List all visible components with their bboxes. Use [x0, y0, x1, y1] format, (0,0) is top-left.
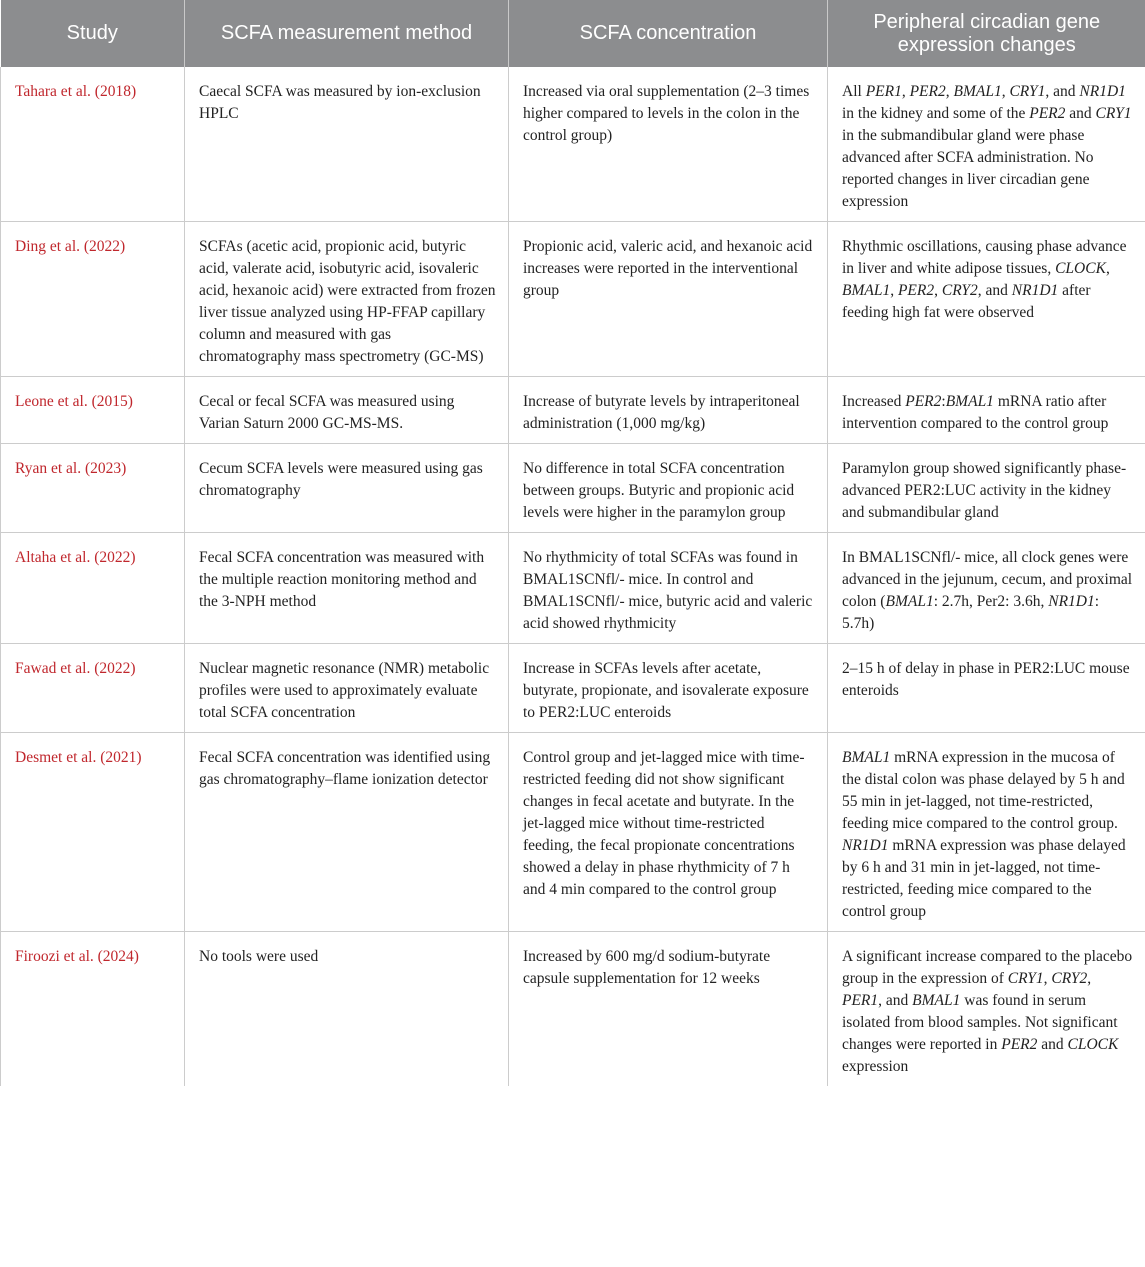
measurement-method-cell: Cecal or fecal SCFA was measured using Varian Saturn 2000 GC-MS-MS.	[185, 377, 509, 444]
expression-text: ,	[1105, 260, 1110, 277]
study-citation-link[interactable]: Fawad et al. (2022)	[1, 644, 185, 733]
gene-name: BMAL1	[842, 749, 891, 766]
measurement-method-cell: Fecal SCFA concentration was measured with the multiple reaction monitoring method and the 3-NPH method	[185, 533, 509, 644]
expression-text: Increased	[842, 393, 906, 410]
expression-text: In BMAL1SCNfl/- mice, all clock genes were advanced in the jejunum, cecum, and proximal colon (	[842, 549, 1133, 610]
expression-text: :	[941, 393, 946, 410]
gene-name: CRY1	[1007, 970, 1044, 987]
gene-name: NR1D1	[842, 837, 889, 854]
gene-name: PER1	[842, 992, 879, 1009]
study-citation-link[interactable]: Tahara et al. (2018)	[1, 67, 185, 222]
measurement-method-cell: SCFAs (acetic acid, propionic acid, butyric acid, valerate acid, isobutyric acid, isovaleric acid, hexanoic acid) were extracted from frozen liver tissue analyzed using HP-FFAP capillary column and measured with gas chromatography mass spectrometry (GC-MS)	[185, 222, 509, 377]
gene-name: CRY2	[1051, 970, 1088, 987]
expression-text: mRNA expression was phase delayed by 6 h and 31 min in jet-lagged, not time-restricted, feeding mice compared to the control group	[842, 837, 1126, 920]
gene-name: CRY1	[1009, 83, 1046, 100]
gene-expression-cell	[828, 932, 1145, 1087]
gene-expression-cell	[828, 533, 1145, 644]
header-scfa-concentration: SCFA concentration	[509, 0, 828, 67]
scfa-concentration-cell: No difference in total SCFA concentration between groups. Butyric and propionic acid levels were higher in the paramylon group	[509, 444, 828, 533]
table-row	[1, 533, 1145, 644]
gene-name: CRY2	[941, 282, 978, 299]
expression-text: mRNA expression in the mucosa of the distal colon was phase delayed by 5 h and 55 min in jet-lagged, not time-restricted, feeding mice compared to the control group.	[842, 749, 1125, 832]
gene-name: PER2	[897, 282, 935, 299]
gene-expression-cell	[828, 644, 1145, 733]
expression-text: in the kidney and some of the	[842, 105, 1030, 122]
expression-text: A significant increase compared to the placebo group in the expression of	[842, 948, 1133, 987]
expression-text: ,	[1087, 970, 1092, 987]
gene-name: BMAL1	[885, 593, 934, 610]
gene-expression-cell	[828, 67, 1145, 222]
scfa-concentration-cell: Increased via oral supplementation (2–3 times higher compared to levels in the colon in the control group)	[509, 67, 828, 222]
header-measurement-method: SCFA measurement method	[185, 0, 509, 67]
expression-text: ,	[890, 282, 898, 299]
gene-name: CRY1	[1095, 105, 1132, 122]
expression-text: ,	[945, 83, 954, 100]
expression-text: was found in serum isolated from blood samples. Not significant changes were reported in	[842, 992, 1118, 1053]
expression-text: 2–15 h of delay in phase in PER2:LUC mouse enteroids	[842, 660, 1130, 699]
expression-text: ,	[1043, 970, 1052, 987]
expression-text: , and	[1045, 83, 1080, 100]
gene-name: PER2	[1029, 105, 1066, 122]
gene-name: BMAL1	[912, 992, 961, 1009]
gene-name: PER2	[909, 83, 946, 100]
scfa-concentration-cell: Increased by 600 mg/d sodium-butyrate capsule supplementation for 12 weeks	[509, 932, 828, 1087]
expression-text: All	[842, 83, 866, 100]
expression-text: and	[1065, 105, 1096, 122]
gene-name: NR1D1	[1079, 83, 1126, 100]
gene-expression-cell	[828, 222, 1145, 377]
gene-name: BMAL1	[842, 282, 891, 299]
header-gene-expression-changes: Peripheral circadian gene expression changes	[828, 0, 1145, 67]
study-citation-link[interactable]: Altaha et al. (2022)	[1, 533, 185, 644]
expression-text: in the submandibular gland were phase advanced after SCFA administration. No reported changes in liver circadian gene expression	[842, 127, 1094, 210]
expression-text: Rhythmic oscillations, causing phase advance in liver and white adipose tissues,	[842, 238, 1127, 277]
gene-name: BMAL1	[953, 83, 1002, 100]
gene-expression-cell	[828, 444, 1145, 533]
scfa-concentration-cell: Propionic acid, valeric acid, and hexanoic acid increases were reported in the interventional group	[509, 222, 828, 377]
gene-expression-cell	[828, 377, 1145, 444]
gene-name: PER1	[865, 83, 902, 100]
expression-text: mRNA ratio after intervention compared to the control group	[842, 393, 1109, 432]
gene-name: PER2	[905, 393, 942, 410]
expression-text: : 2.7h, Per2: 3.6h,	[933, 593, 1049, 610]
measurement-method-cell: Fecal SCFA concentration was identified using gas chromatography–flame ionization detector	[185, 733, 509, 932]
expression-text: , and	[878, 992, 913, 1009]
gene-name: CLOCK	[1055, 260, 1106, 277]
gene-name: NR1D1	[1011, 282, 1059, 299]
gene-name: BMAL1	[945, 393, 994, 410]
study-citation-link[interactable]: Leone et al. (2015)	[1, 377, 185, 444]
gene-expression-cell	[828, 733, 1145, 932]
expression-text: expression	[842, 1058, 909, 1075]
scfa-concentration-cell: Control group and jet-lagged mice with time-restricted feeding did not show significant changes in fecal acetate and butyrate. In the jet-lagged mice without time-restricted feeding, the fecal propionate concentrations showed a delay in phase rhythmicity of 7 h and 4 min compared to the control group	[509, 733, 828, 932]
study-citation-link[interactable]: Desmet et al. (2021)	[1, 733, 185, 932]
measurement-method-cell: Nuclear magnetic resonance (NMR) metabolic profiles were used to approximately evaluate total SCFA concentration	[185, 644, 509, 733]
study-citation-link[interactable]: Ding et al. (2022)	[1, 222, 185, 377]
scfa-concentration-cell: Increase of butyrate levels by intraperitoneal administration (1,000 mg/kg)	[509, 377, 828, 444]
expression-text: after feeding high fat were observed	[842, 282, 1091, 321]
table-row	[1, 644, 1145, 733]
expression-text: ,	[1001, 83, 1010, 100]
scfa-concentration-cell: Increase in SCFAs levels after acetate, butyrate, propionate, and isovalerate exposure to PER2:LUC enteroids	[509, 644, 828, 733]
table-row	[1, 377, 1145, 444]
table-header	[1, 0, 1145, 67]
expression-text: and	[1037, 1036, 1068, 1053]
expression-text: ,	[934, 282, 942, 299]
table-row	[1, 733, 1145, 932]
measurement-method-cell: Caecal SCFA was measured by ion-exclusion HPLC	[185, 67, 509, 222]
measurement-method-cell: Cecum SCFA levels were measured using gas chromatography	[185, 444, 509, 533]
header-study: Study	[1, 0, 185, 67]
gene-name: CLOCK	[1067, 1036, 1119, 1053]
gene-name: NR1D1	[1048, 593, 1095, 610]
study-citation-link[interactable]: Ryan et al. (2023)	[1, 444, 185, 533]
expression-text: : 5.7h)	[842, 593, 1100, 632]
table-row	[1, 222, 1145, 377]
expression-text: , and	[977, 282, 1012, 299]
expression-text: Paramylon group showed significantly phase-advanced PER2:LUC activity in the kidney and submandibular gland	[842, 460, 1127, 521]
table-body	[1, 67, 1145, 1086]
header-row	[1, 0, 1145, 67]
scfa-concentration-cell: No rhythmicity of total SCFAs was found in BMAL1SCNfl/- mice. In control and BMAL1SCNfl/- mice, butyric acid and valeric acid showed rhythmicity	[509, 533, 828, 644]
study-citation-link[interactable]: Firoozi et al. (2024)	[1, 932, 185, 1087]
measurement-method-cell: No tools were used	[185, 932, 509, 1087]
table-row	[1, 67, 1145, 222]
gene-name: PER2	[1001, 1036, 1038, 1053]
expression-text: ,	[901, 83, 910, 100]
table-row	[1, 932, 1145, 1087]
table-row	[1, 444, 1145, 533]
